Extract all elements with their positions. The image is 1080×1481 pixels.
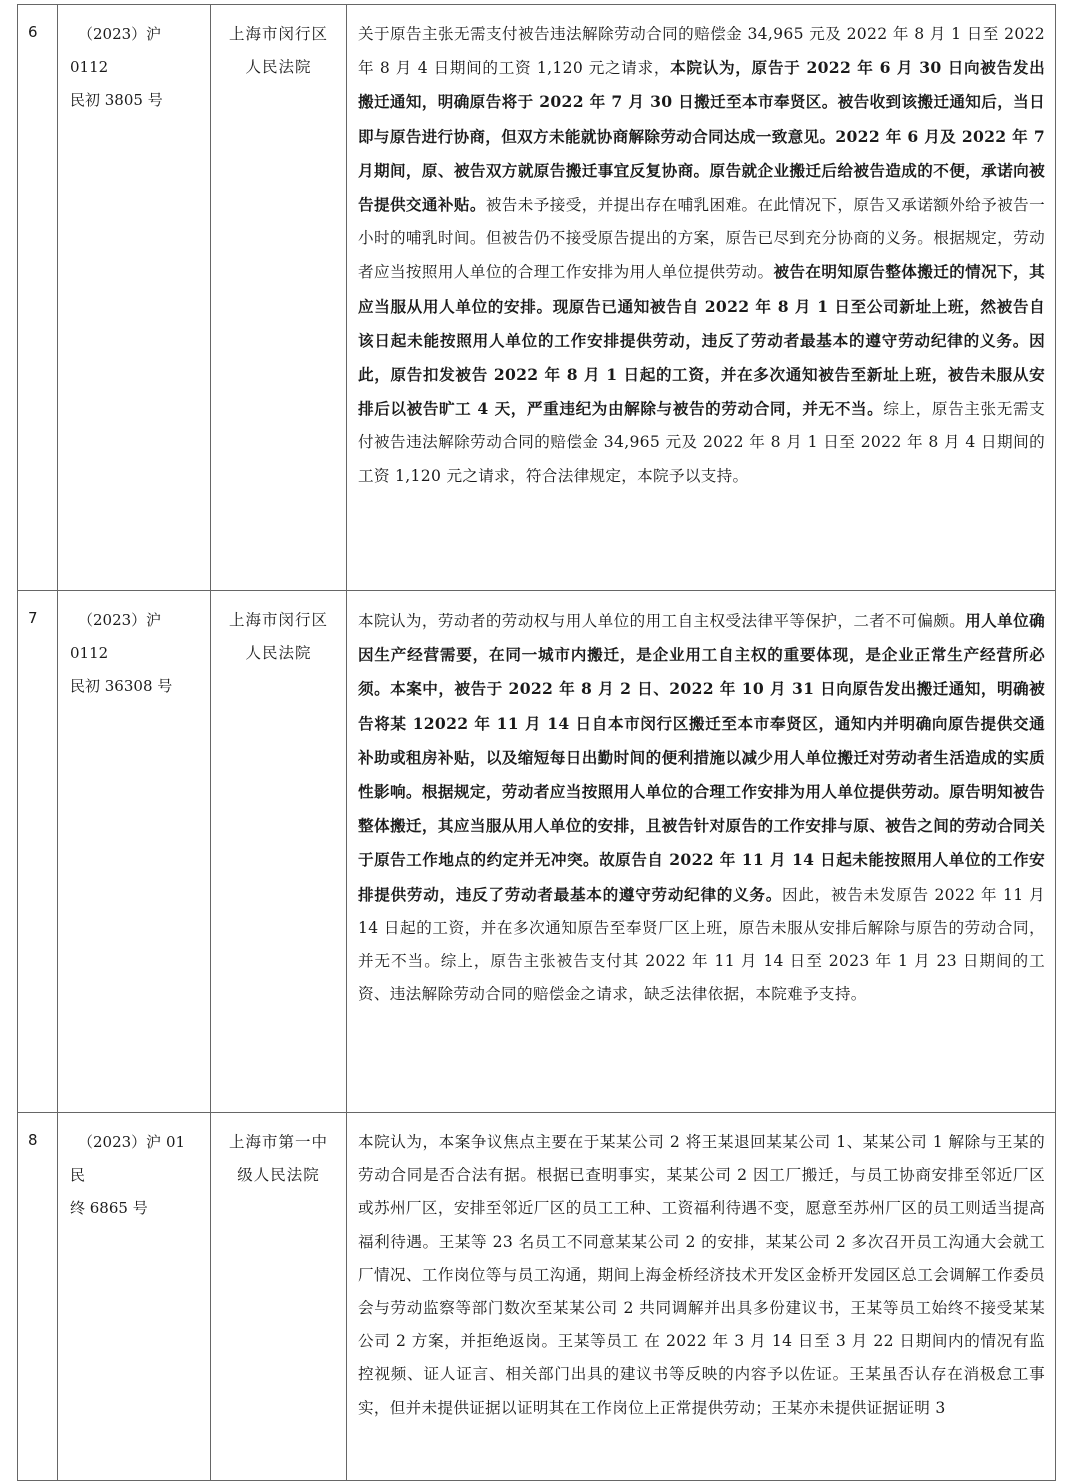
court-opinion: [347, 591, 1056, 1113]
case-number-line1: （2023）沪 0112: [70, 611, 162, 662]
court-name-line2: 人民法院: [245, 644, 312, 662]
court-name-line2: 级人民法院: [237, 1166, 320, 1184]
row-number: 8: [18, 1113, 58, 1481]
table-row: [18, 591, 1056, 1113]
court-opinion: [347, 5, 1056, 591]
court-name-line2: 人民法院: [245, 58, 312, 76]
opinion-text: 综上，原告主张无需支付被告违法解除劳动合同的赔偿金 34,965 元及 2022 年 8 月 1 日至 2022 年 8 月 4 日期间的工资 1,120 元之请求，符合法律规定，本院予以支持。: [358, 400, 1045, 485]
case-number-line2: 民初 36308 号: [70, 677, 173, 695]
case-number-line1: （2023）沪 01 民: [70, 1133, 186, 1184]
court-opinion: [347, 1113, 1056, 1481]
opinion-text: 本院认为，本案争议焦点主要在于某某公司 2 将王某退回某某公司 1、某某公司 1 解除与王某的劳动合同是否合法有据。根据已查明事实，某某公司 2 因工厂搬迁，与员工协商安排至邻近厂区或苏州厂区，安排至邻近厂区的员工工种、工资福利待遇不变，愿意至苏州厂区的员工则适当提高福利待遇。王某等 23 名员工不同意某某公司 2 的安排，某某公司 2 多次召开员工沟通大会就工厂情况、工作岗位等与员工沟通，期间上海金桥经济技术开发区金桥开发园区总工会调解工作委员会与劳动监察等部门数次至某某公司 2 共同调解并出具多份建议书，王某等员工始终不接受某某公司 2 方案，并拒绝返岗。王某等员工 在 2022 年 3 月 14 日至 3 月 22 日期间内的情况有监控视频、证人证言、相关部门出具的建议书等反映的内容予以佐证。王某虽否认存在消极怠工事实，但并未提供证据以证明其在工作岗位上正常提供劳动；王某亦未提供证据证明 3: [358, 1133, 1045, 1417]
table-row: [18, 5, 1056, 591]
case-number-line1: （2023）沪 0112: [70, 25, 162, 76]
opinion-text-bold: 用人单位确因生产经营需要，在同一城市内搬迁，是企业用工自主权的重要体现，是企业正常生产经营所必须。本案中，被告于 2022 年 8 月 2 日、2022 年 10 月 31 日向原告发出搬迁通知，明确被告将某 12022 年 11 月 14 日自本市闵行区搬迁至本市奉贤区，通知内并明确向原告提供交通补助或租房补贴，以及缩短每日出勤时间的便利措施以减少用人单位搬迁对劳动者生活造成的实质性影响。根据规定，劳动者应当按照用人单位的合理工作安排为用人单位提供劳动。原告明知被告整体搬迁，其应当服从用人单位的安排，且被告针对原告的工作安排与原、被告之间的劳动合同关于原告工作地点的约定并无冲突。故原告自 2022 年 11 月 14 日起未能按照用人单位的工作安排提供劳动，违反了劳动者最基本的遵守劳动纪律的义务。: [358, 611, 1045, 904]
court-name: [211, 591, 347, 1113]
court-name: [211, 1113, 347, 1481]
case-number: [58, 5, 211, 591]
opinion-text: 因此，被告未发原告 2022 年 11 月 14 日起的工资，并在多次通知原告至奉贤厂区上班，原告未服从安排后解除与原告的劳动合同，并无不当。综上，原告主张被告支付其 2022 年 11 月 14 日至 2023 年 1 月 23 日期间的工资、违法解除劳动合同的赔偿金之请求，缺乏法律依据，本院难予支持。: [358, 885, 1045, 1004]
court-name-line1: 上海市第一中: [228, 1133, 328, 1151]
opinion-text: 本院认为，劳动者的劳动权与用人单位的用工自主权受法律平等保护，二者不可偏颇。: [358, 612, 966, 630]
court-name: [211, 5, 347, 591]
row-number: 6: [18, 5, 58, 591]
court-cases-table: [17, 4, 1056, 1481]
case-number: [58, 591, 211, 1113]
case-number-line2: 终 6865 号: [70, 1199, 148, 1217]
row-number: 7: [18, 591, 58, 1113]
opinion-text-bold: 本院认为，原告于 2022 年 6 月 30 日向被告发出搬迁通知，明确原告将于 2022 年 7 月 30 日搬迁至本市奉贤区。被告收到该搬迁通知后，当日即与原告进行协商，但双方未能就协商解除劳动合同达成一致意见。2022 年 6 月及 2022 年 7 月期间，原、被告双方就原告搬迁事宜反复协商。原告就企业搬迁后给被告造成的不便，承诺向被告提供交通补贴。: [358, 58, 1045, 215]
opinion-text-bold: 被告在明知原告整体搬迁的情况下，其应当服从用人单位的安排。现原告已通知被告自 2022 年 8 月 1 日至公司新址上班，然被告自该日起未能按照用人单位的工作安排提供劳动，违反了劳动者最基本的遵守劳动纪律的义务。因此，原告扣发被告 2022 年 8 月 1 日起的工资，并在多次通知被告至新址上班，被告未服从安排后以被告旷工 4 天，严重违纪为由解除与被告的劳动合同，并无不当。: [358, 262, 1045, 419]
case-number: [58, 1113, 211, 1481]
table-row: [18, 1113, 1056, 1481]
court-name-line1: 上海市闵行区: [228, 611, 328, 629]
opinion-text: 被告未予接受，并提出存在哺乳困难。在此情况下，原告又承诺额外给予被告一小时的哺乳时间。但被告仍不接受原告提出的方案，原告已尽到充分协商的义务。根据规定，劳动者应当按照用人单位的合理工作安排为用人单位提供劳动。: [358, 196, 1045, 282]
case-number-line2: 民初 3805 号: [70, 91, 163, 109]
court-name-line1: 上海市闵行区: [228, 25, 328, 43]
opinion-text: 关于原告主张无需支付被告违法解除劳动合同的赔偿金 34,965 元及 2022 年 8 月 1 日至 2022 年 8 月 4 日期间的工资 1,120 元之请求，: [358, 25, 1045, 78]
